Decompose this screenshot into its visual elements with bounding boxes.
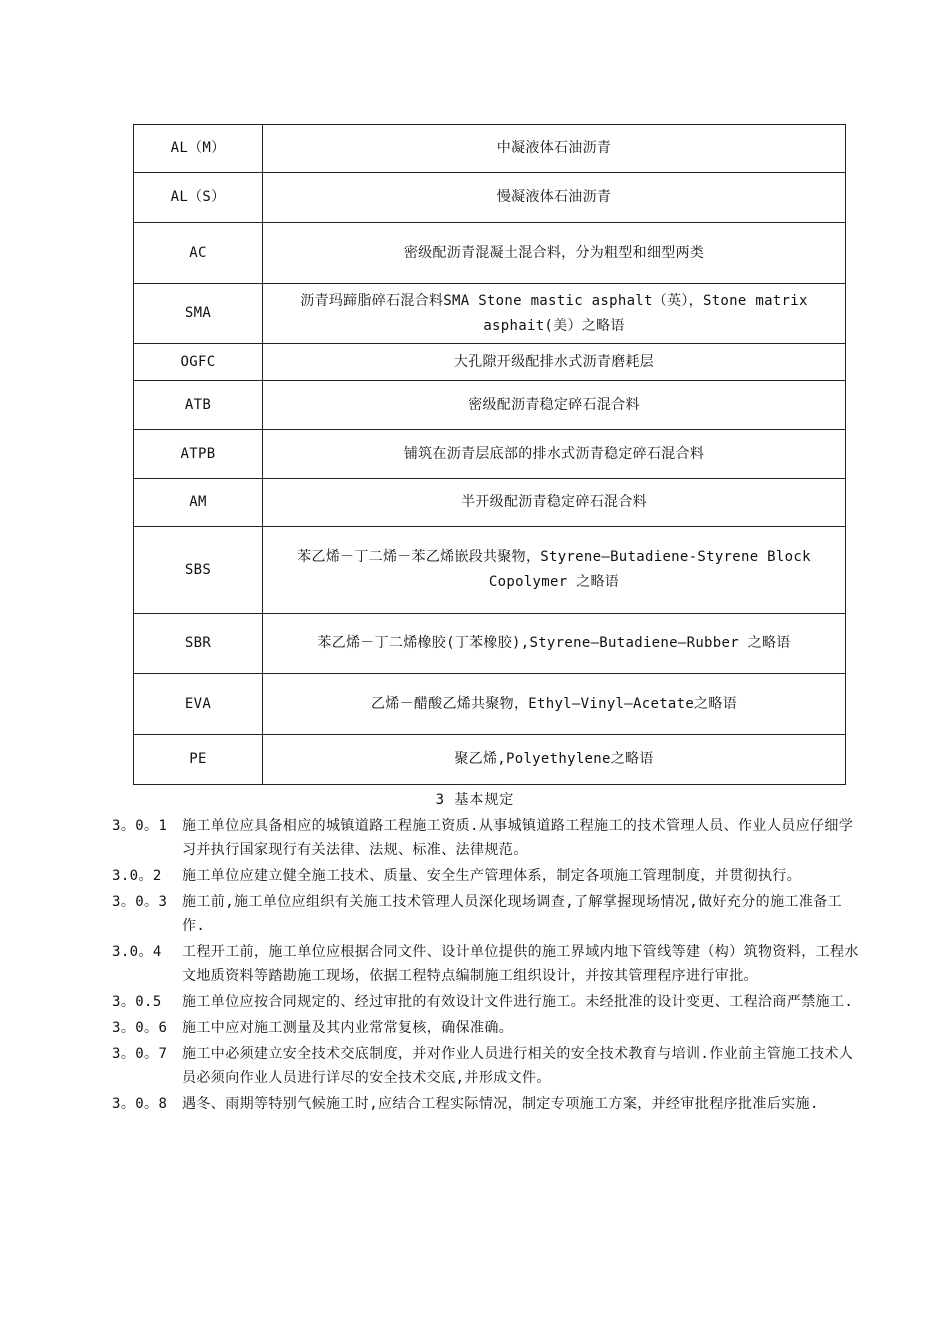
abbr-desc: 苯乙烯－丁二烯－苯乙烯嵌段共聚物，Styrene—Butadiene-Styrene Block Copolymer 之略语 xyxy=(263,527,846,614)
abbr-desc: 沥青玛蹄脂碎石混合料SMA Stone mastic asphalt（英），Stone matrix asphait(美）之略语 xyxy=(263,284,846,344)
abbr-code: ATB xyxy=(134,381,263,430)
clause-text: 施工中必须建立安全技术交底制度，并对作业人员进行相关的安全技术教育与培训.作业前主管施工技术人员必须向作业人员进行详尽的安全技术交底,并形成文件。 xyxy=(182,1046,854,1086)
clause-number: 3。0。8 xyxy=(112,1096,168,1112)
table-row xyxy=(134,344,846,381)
clause-number: 3。0。3 xyxy=(112,894,168,910)
clause-text: 施工单位应建立健全施工技术、质量、安全生产管理体系，制定各项施工管理制度，并贯彻执行。 xyxy=(182,868,802,884)
table-row xyxy=(134,284,846,344)
table-row xyxy=(134,125,846,173)
table-row xyxy=(134,614,846,674)
clause-number: 3.0。2 xyxy=(112,868,162,884)
abbr-code: AL（M） xyxy=(134,125,263,173)
abbr-code: SBR xyxy=(134,614,263,674)
clause-number: 3。0。1 xyxy=(112,818,168,834)
table-row xyxy=(134,674,846,735)
clause-list xyxy=(112,814,862,1118)
clause-number: 3。0。7 xyxy=(112,1046,168,1062)
abbreviation-table xyxy=(133,124,846,785)
section-title: 3 基本规定 xyxy=(435,792,515,808)
abbr-code: SMA xyxy=(134,284,263,344)
clause-item xyxy=(112,1042,862,1090)
table-row xyxy=(134,223,846,284)
abbr-code: ATPB xyxy=(134,430,263,479)
abbr-code: AL（S） xyxy=(134,173,263,223)
abbr-desc: 密级配沥青稳定碎石混合料 xyxy=(263,381,846,430)
clause-number: 3。0.5 xyxy=(112,994,162,1010)
clause-item xyxy=(112,990,862,1014)
clause-number: 3.0。4 xyxy=(112,944,162,960)
clause-item xyxy=(112,940,862,988)
table-row xyxy=(134,430,846,479)
abbr-code: AM xyxy=(134,479,263,527)
clause-item xyxy=(112,864,862,888)
clause-item xyxy=(112,890,862,938)
table-row xyxy=(134,173,846,223)
clause-text: 遇冬、雨期等特别气候施工时,应结合工程实际情况，制定专项施工方案，并经审批程序批准后实施. xyxy=(182,1096,819,1112)
table-row xyxy=(134,527,846,614)
abbr-desc: 聚乙烯,Polyethylene之略语 xyxy=(263,735,846,785)
table-row xyxy=(134,381,846,430)
abbr-desc: 大孔隙开级配排水式沥青磨耗层 xyxy=(263,344,846,381)
abbr-desc: 密级配沥青混凝土混合料，分为粗型和细型两类 xyxy=(263,223,846,284)
clause-number: 3。0。6 xyxy=(112,1020,168,1036)
abbr-code: PE xyxy=(134,735,263,785)
abbr-desc: 慢凝液体石油沥青 xyxy=(263,173,846,223)
abbr-desc: 半开级配沥青稳定碎石混合料 xyxy=(263,479,846,527)
clause-text: 施工单位应按合同规定的、经过审批的有效设计文件进行施工。未经批准的设计变更、工程洽商严禁施工. xyxy=(182,994,854,1010)
clause-text: 施工前,施工单位应组织有关施工技术管理人员深化现场调查,了解掌握现场情况,做好充分的施工准备工作. xyxy=(182,894,843,934)
clause-item xyxy=(112,1092,862,1116)
table-row xyxy=(134,479,846,527)
abbr-code: EVA xyxy=(134,674,263,735)
abbr-desc: 中凝液体石油沥青 xyxy=(263,125,846,173)
abbr-code: SBS xyxy=(134,527,263,614)
abbr-code: AC xyxy=(134,223,263,284)
clause-item xyxy=(112,1016,862,1040)
clause-text: 施工单位应具备相应的城镇道路工程施工资质.从事城镇道路工程施工的技术管理人员、作业人员应仔细学习并执行国家现行有关法律、法规、标准、法律规范。 xyxy=(182,818,854,858)
clause-item xyxy=(112,814,862,862)
abbr-desc: 苯乙烯－丁二烯橡胶(丁苯橡胶),Styrene—Butadiene—Rubber 之略语 xyxy=(263,614,846,674)
abbr-desc: 乙烯－醋酸乙烯共聚物，Ethyl—Vinyl—Acetate之略语 xyxy=(263,674,846,735)
table-row xyxy=(134,735,846,785)
abbr-desc: 铺筑在沥青层底部的排水式沥青稳定碎石混合料 xyxy=(263,430,846,479)
clause-text: 施工中应对施工测量及其内业常常复核，确保准确。 xyxy=(182,1020,514,1036)
abbr-code: OGFC xyxy=(134,344,263,381)
clause-text: 工程开工前，施工单位应根据合同文件、设计单位提供的施工界域内地下管线等建（构）筑物资料，工程水文地质资料等踏勘施工现场，依据工程特点编制施工组织设计，并按其管理程序进行审批。 xyxy=(182,944,859,984)
